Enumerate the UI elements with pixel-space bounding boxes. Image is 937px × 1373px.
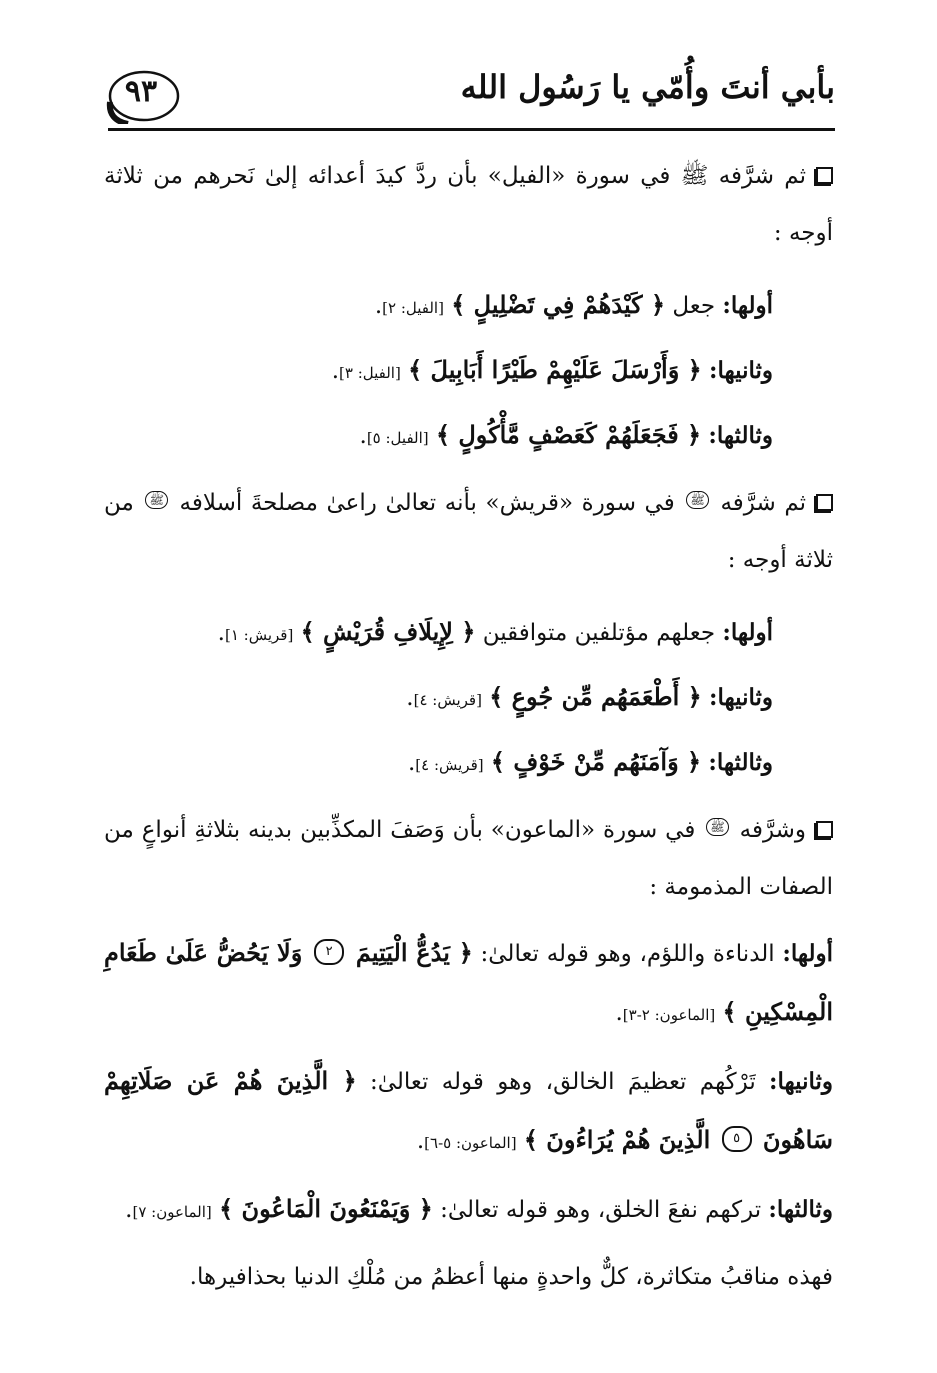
quran-verse: الَّذِينَ هُمْ يُرَاءُونَ ﴾ xyxy=(523,1125,711,1154)
page-number: ٩٣ xyxy=(124,74,158,109)
item-lead: أولها: xyxy=(782,940,834,967)
list-item xyxy=(104,406,833,467)
square-bullet-icon xyxy=(816,167,833,184)
quran-verse: ﴿ أَطْعَمَهُم مِّن جُوعٍ ﴾ xyxy=(489,682,702,711)
punctuation: . xyxy=(407,750,416,776)
verse-reference: [الماعون: ٢-٣] xyxy=(622,1006,716,1024)
quran-verse: ﴿ وَأَرْسَلَ عَلَيْهِمْ طَيْرًا أَبَابِيلَ ﴾ xyxy=(408,355,702,384)
paragraph-text: ثم شرَّفه ﷺ في سورة «الفيل» بأن ردَّ كيدَ أعدائه إلىٰ نَحرهم من ثلاثة أوجه : xyxy=(104,163,833,246)
item-lead: وثالثها: xyxy=(768,1196,833,1223)
salawat-ligature: ﷺ xyxy=(706,818,729,836)
paragraph-text: في سورة «الماعون» بأن وَصَفَ المكذِّبين بدينه بثلاثةِ أنواعٍ من الصفات المذمومة : xyxy=(104,817,833,900)
page-header xyxy=(108,62,835,131)
quran-verse: ﴿ وَيَمْنَعُونَ الْمَاعُونَ ﴾ xyxy=(219,1194,433,1223)
quran-verse: ﴿ الَّذِينَ هُمْ عَن صَلَاتِهِمْ سَاهُونَ xyxy=(104,1066,833,1154)
list-item xyxy=(104,276,833,337)
square-bullet-icon xyxy=(816,494,833,511)
ayah-number-marker: ٥ xyxy=(722,1126,752,1152)
item-lead: وثالثها: xyxy=(708,422,773,449)
item-text: تركهم نفعَ الخلق، وهو قوله تعالىٰ: xyxy=(440,1197,762,1223)
ayah-number-marker: ٢ xyxy=(314,939,344,965)
quran-verse: ﴿ فَجَعَلَهُمْ كَعَصْفٍ مَّأْكُولٍ ﴾ xyxy=(435,420,702,449)
item-lead: وثالثها: xyxy=(708,749,773,776)
punctuation: . xyxy=(125,1197,133,1223)
list-item xyxy=(104,668,833,729)
verse-reference: [الماعون: ٥-٦] xyxy=(424,1134,517,1152)
list-item xyxy=(104,603,833,664)
verse-reference: [قريش: ١] xyxy=(224,626,294,644)
punctuation: . xyxy=(416,1128,425,1154)
item-lead: وثانيها: xyxy=(709,357,773,384)
paragraph-maun xyxy=(104,802,833,916)
item-text: الدناءة واللؤم، وهو قوله تعالىٰ: xyxy=(480,941,775,967)
punctuation: . xyxy=(374,293,383,319)
paragraph-text: من ثلاثة أوجه : xyxy=(104,490,833,573)
paragraph-text: ثم شرَّفه xyxy=(720,490,807,516)
verse-reference: [الفيل: ٣] xyxy=(339,364,401,382)
item-lead: أولها: xyxy=(722,619,773,646)
list-item xyxy=(104,924,833,1044)
page-number-badge xyxy=(102,68,180,124)
quran-verse: ﴿ كَيْدَهُمْ فِي تَضْلِيلٍ ﴾ xyxy=(451,290,666,319)
paragraph-fil xyxy=(104,148,833,262)
book-title: بأبي أنتَ وأُمّي يا رَسُول الله xyxy=(460,68,835,106)
verse-reference: [الفيل: ٢] xyxy=(382,299,444,317)
verse-reference: [الماعون: ٧] xyxy=(132,1203,212,1221)
paragraph-text: في سورة «قريش» بأنه تعالىٰ راعىٰ مصلحةَ أسلافه xyxy=(179,490,675,516)
item-text: تَرْكُهم تعظيمَ الخالق، وهو قوله تعالىٰ: xyxy=(369,1069,756,1095)
verse-reference: [قريش: ٤] xyxy=(413,691,482,709)
punctuation: . xyxy=(615,1000,623,1026)
item-lead: وثانيها: xyxy=(769,1068,833,1095)
item-lead: أولها: xyxy=(722,292,773,319)
punctuation: . xyxy=(359,423,367,449)
list-item xyxy=(104,341,833,402)
item-text: جعلهم مؤتلفين متوافقين xyxy=(482,620,716,646)
item-lead: وثانيها: xyxy=(709,684,773,711)
closing-paragraph: فهذه مناقبُ متكاثرة، كلٌّ واحدةٍ منها أعظمُ من مُلْكِ الدنيا بحذافيرها. xyxy=(189,1264,833,1290)
quran-verse: وَلَا يَحُضُّ عَلَىٰ طَعَامِ الْمِسْكِينِ ﴾ xyxy=(104,938,833,1026)
punctuation: . xyxy=(406,685,414,711)
page-body xyxy=(104,148,833,1306)
punctuation: . xyxy=(331,358,339,384)
salawat-ligature: ﷺ xyxy=(686,491,709,509)
item-text: جعل xyxy=(672,293,716,319)
list-item xyxy=(104,733,833,794)
paragraph-text: وشرَّفه xyxy=(739,817,807,843)
salawat-ligature: ﷺ xyxy=(145,491,168,509)
quran-verse: ﴿ يَدُعُّ الْيَتِيمَ xyxy=(355,938,473,967)
quran-verse: ﴿ لِإِيلَافِ قُرَيْشٍ ﴾ xyxy=(300,617,476,646)
verse-reference: [قريش: ٤] xyxy=(415,756,484,774)
square-bullet-icon xyxy=(816,821,833,838)
list-item xyxy=(104,1052,833,1172)
verse-reference: [الفيل: ٥] xyxy=(366,429,429,447)
quran-verse: ﴿ وَآمَنَهُم مِّنْ خَوْفٍ ﴾ xyxy=(490,747,702,776)
punctuation: . xyxy=(217,620,225,646)
paragraph-quraysh xyxy=(104,475,833,589)
list-item xyxy=(104,1180,833,1241)
